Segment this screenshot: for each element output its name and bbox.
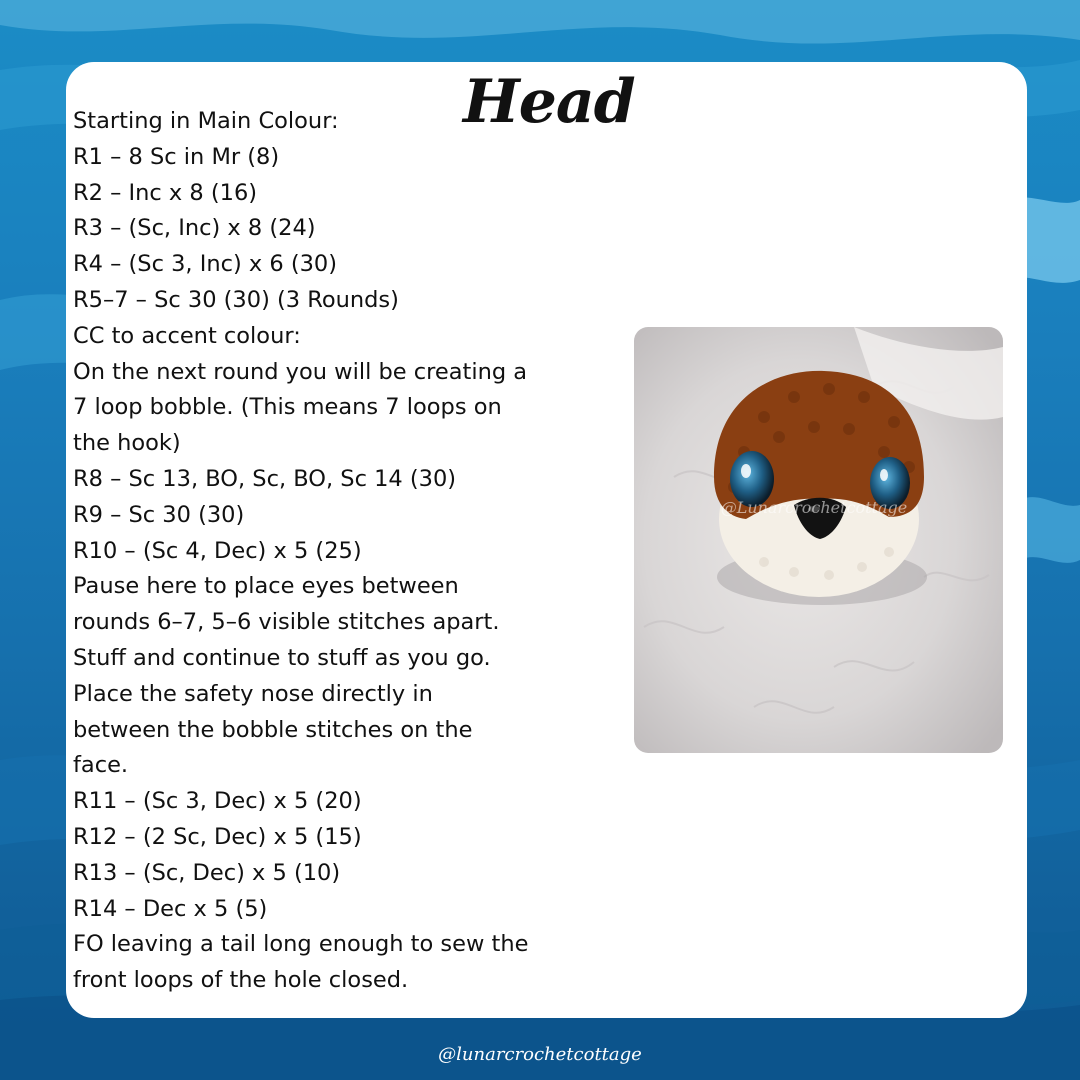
pattern-line: face.: [73, 752, 129, 779]
pattern-line: FO leaving a tail long enough to sew the: [73, 931, 529, 958]
pattern-line: R12 – (2 Sc, Dec) x 5 (15): [73, 823, 362, 850]
pattern-line: between the bobble stitches on the: [73, 716, 473, 743]
pattern-line: R14 – Dec x 5 (5): [73, 895, 268, 922]
page-title: Head: [463, 67, 635, 137]
pattern-line: Pause here to place eyes between: [73, 573, 459, 600]
pattern-line: R9 – Sc 30 (30): [73, 501, 245, 528]
pattern-line: R8 – Sc 13, BO, Sc, BO, Sc 14 (30): [73, 465, 457, 492]
photo-watermark: @Lunarcrochetcottage: [720, 498, 908, 517]
pattern-line: rounds 6–7, 5–6 visible stitches apart.: [73, 609, 500, 636]
pattern-line: R2 – Inc x 8 (16): [73, 179, 258, 206]
pattern-line: Place the safety nose directly in: [73, 680, 433, 707]
pattern-line: CC to accent colour:: [73, 322, 301, 349]
otter-head-photo: [634, 327, 1003, 753]
pattern-line: R3 – (Sc, Inc) x 8 (24): [73, 215, 316, 242]
pattern-line: 7 loop bobble. (This means 7 loops on: [73, 394, 502, 421]
pattern-line: the hook): [73, 430, 181, 457]
pattern-line: R5–7 – Sc 30 (30) (3 Rounds): [73, 286, 399, 313]
pattern-steps: [73, 104, 543, 999]
pattern-line: Stuff and continue to stuff as you go.: [73, 644, 491, 671]
pattern-line: R1 – 8 Sc in Mr (8): [73, 143, 280, 170]
pattern-line: R10 – (Sc 4, Dec) x 5 (25): [73, 537, 362, 564]
pattern-line: R13 – (Sc, Dec) x 5 (10): [73, 859, 341, 886]
footer-handle: @lunarcrochetcottage: [438, 1044, 642, 1065]
pattern-line: R4 – (Sc 3, Inc) x 6 (30): [73, 251, 338, 278]
pattern-line: front loops of the hole closed.: [73, 967, 409, 994]
pattern-line: On the next round you will be creating a: [73, 358, 528, 385]
pattern-line: R11 – (Sc 3, Dec) x 5 (20): [73, 788, 362, 815]
pattern-line: Starting in Main Colour:: [73, 108, 339, 134]
